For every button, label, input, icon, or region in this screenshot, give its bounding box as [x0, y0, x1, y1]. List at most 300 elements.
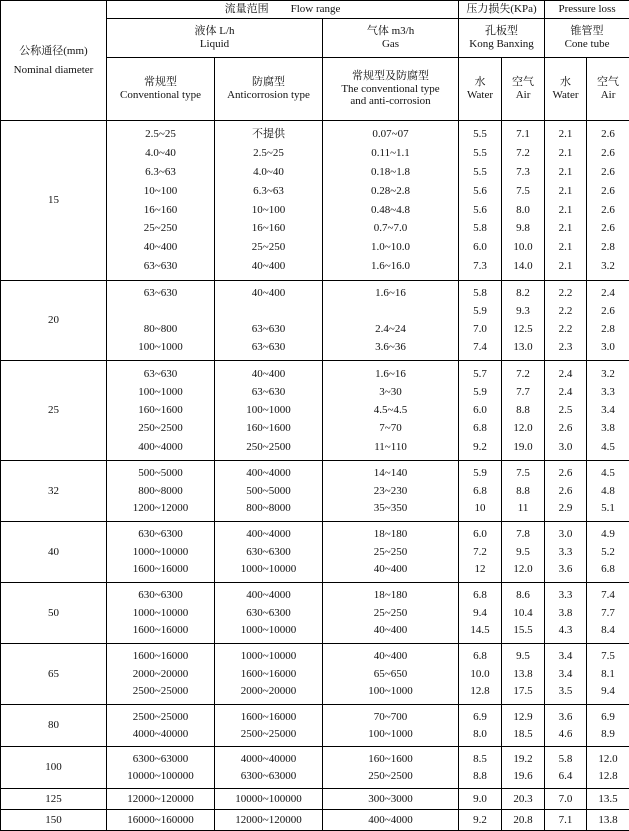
cone-water-cell	[545, 644, 587, 705]
air-cn: 空气	[587, 76, 629, 89]
gas-cell	[323, 583, 459, 644]
table-value: 6.0	[459, 404, 501, 417]
conventional-en: Conventional type	[107, 89, 214, 102]
table-value: 8.0	[459, 728, 501, 741]
table-row	[1, 583, 629, 644]
table-value: 2.1	[545, 260, 586, 273]
nominal-diameter-cell: 150	[1, 810, 107, 831]
table-value: 630~6300	[107, 589, 214, 602]
table-value: 13.5	[587, 793, 629, 806]
table-value: 25~250	[215, 241, 322, 254]
cone-water-cell	[545, 810, 587, 831]
gas-cn: 气体 m3/h	[323, 25, 458, 38]
table-value: 1600~16000	[215, 668, 322, 681]
table-value: 12000~120000	[107, 793, 214, 806]
gas-type-header	[323, 58, 459, 121]
table-value: 5.9	[459, 305, 501, 318]
table-value: 2.8	[587, 241, 629, 254]
table-value: 7.0	[459, 323, 501, 336]
table-value: 80~800	[107, 323, 214, 336]
air-en: Air	[587, 89, 629, 102]
orifice-air-cell	[502, 583, 545, 644]
table-value: 不提供	[215, 128, 322, 141]
gas-type-en2: and anti-corrosion	[323, 95, 458, 108]
table-row	[1, 789, 629, 810]
table-value: 40~400	[323, 624, 458, 637]
cone-air-cell	[587, 121, 629, 281]
table-value: 1000~10000	[215, 563, 322, 576]
table-value: 400~4000	[215, 589, 322, 602]
table-value: 14.0	[502, 260, 544, 273]
table-value: 40~400	[323, 563, 458, 576]
orifice-air-cell	[502, 789, 545, 810]
gas-type-cn: 常规型及防腐型	[323, 70, 458, 83]
table-value: 7.2	[502, 368, 544, 381]
table-value: 2000~20000	[107, 668, 214, 681]
nominal-diameter-header	[1, 1, 107, 121]
table-value: 8.9	[587, 728, 629, 741]
table-value: 9.2	[459, 814, 501, 827]
pressure-loss-en: Pressure loss	[558, 3, 615, 15]
conventional-cell	[107, 522, 215, 583]
table-value: 250~2500	[323, 770, 458, 783]
table-value: 2.6	[545, 485, 586, 498]
gas-cell	[323, 789, 459, 810]
table-value: 100~1000	[323, 685, 458, 698]
table-value: 6.0	[459, 241, 501, 254]
table-value: 2.6	[587, 185, 629, 198]
liquid-header	[107, 19, 323, 58]
table-value: 2.1	[545, 147, 586, 160]
table-value: 6.9	[459, 711, 501, 724]
table-value: 17.5	[502, 685, 544, 698]
table-value: 2.3	[545, 341, 586, 354]
nominal-diameter-cell: 50	[1, 583, 107, 644]
gas-cell	[323, 461, 459, 522]
table-value: 6.3~63	[215, 185, 322, 198]
table-value: 6.8	[459, 485, 501, 498]
table-value: 2.6	[587, 166, 629, 179]
table-row	[1, 461, 629, 522]
table-value: 1000~10000	[107, 546, 214, 559]
table-value: 2.1	[545, 166, 586, 179]
table-value: 3.0	[587, 341, 629, 354]
water-cn: 水	[545, 76, 586, 89]
table-value: 2.9	[545, 502, 586, 515]
table-value: 3.3	[545, 546, 586, 559]
table-value: 3.5	[545, 685, 586, 698]
table-value: 7.2	[502, 147, 544, 160]
table-value: 800~8000	[215, 502, 322, 515]
table-value: 1600~16000	[107, 624, 214, 637]
table-value: 16~160	[215, 222, 322, 235]
table-value: 65~650	[323, 668, 458, 681]
table-value: 3.3	[545, 589, 586, 602]
table-value: 3.6~36	[323, 341, 458, 354]
anticorrosion-cell	[215, 810, 323, 831]
table-value: 1000~10000	[215, 650, 322, 663]
cone-air-cell	[587, 281, 629, 361]
nominal-diameter-cell: 125	[1, 789, 107, 810]
table-value: 0.48~4.8	[323, 204, 458, 217]
table-row	[1, 121, 629, 281]
table-value: 1200~12000	[107, 502, 214, 515]
table-value: 4.5~4.5	[323, 404, 458, 417]
gas-cell	[323, 522, 459, 583]
table-value: 400~4000	[323, 814, 458, 827]
table-value: 4.6	[545, 728, 586, 741]
table-value: 800~8000	[107, 485, 214, 498]
table-value: 2500~25000	[215, 728, 322, 741]
cone-water-cell	[545, 121, 587, 281]
table-value: 8.8	[502, 404, 544, 417]
table-value: 18~180	[323, 589, 458, 602]
table-value: 6.8	[587, 563, 629, 576]
anticorrosion-cell	[215, 747, 323, 789]
table-value	[107, 305, 214, 318]
table-value: 6300~63000	[107, 753, 214, 766]
water-en: Water	[459, 89, 501, 102]
table-value: 3.2	[587, 260, 629, 273]
table-value: 7.1	[502, 128, 544, 141]
anticorrosion-cell	[215, 121, 323, 281]
table-value: 10~100	[107, 185, 214, 198]
table-value: 1.6~16	[323, 368, 458, 381]
table-value: 3.4	[587, 404, 629, 417]
nominal-diameter-cn: 公称通径(mm)	[1, 45, 106, 58]
nominal-diameter-cell: 100	[1, 747, 107, 789]
table-value: 400~4000	[215, 528, 322, 541]
table-value: 5.6	[459, 204, 501, 217]
table-value: 2.2	[545, 305, 586, 318]
gas-cell	[323, 747, 459, 789]
table-value: 5.8	[545, 753, 586, 766]
orifice-water-cell	[459, 361, 502, 461]
table-value: 3.4	[545, 650, 586, 663]
table-value: 8.8	[459, 770, 501, 783]
table-value: 7.4	[587, 589, 629, 602]
table-value: 7.3	[459, 260, 501, 273]
table-value: 4000~40000	[107, 728, 214, 741]
table-value: 12.0	[587, 753, 629, 766]
table-value: 630~6300	[215, 607, 322, 620]
table-value: 2.1	[545, 204, 586, 217]
conventional-header	[107, 58, 215, 121]
table-value: 1000~10000	[107, 607, 214, 620]
table-value: 300~3000	[323, 793, 458, 806]
table-value: 3.8	[587, 422, 629, 435]
conventional-cn: 常规型	[107, 76, 214, 89]
table-value: 5.5	[459, 128, 501, 141]
table-value: 9.3	[502, 305, 544, 318]
table-value: 3.4	[545, 668, 586, 681]
table-value: 2.1	[545, 241, 586, 254]
table-value: 6.8	[459, 422, 501, 435]
flow-range-header	[107, 1, 459, 19]
orifice-cn: 孔板型	[459, 25, 544, 38]
table-value: 0.28~2.8	[323, 185, 458, 198]
cone-water-cell	[545, 522, 587, 583]
table-row	[1, 281, 629, 361]
orifice-water-cell	[459, 522, 502, 583]
table-value: 2.6	[587, 305, 629, 318]
table-value: 7.1	[545, 814, 586, 827]
anticorrosion-cell	[215, 281, 323, 361]
table-value: 100~1000	[323, 728, 458, 741]
table-value: 63~630	[107, 260, 214, 273]
table-value: 400~4000	[215, 467, 322, 480]
table-value: 13.8	[502, 668, 544, 681]
table-value: 500~5000	[107, 467, 214, 480]
conventional-cell	[107, 810, 215, 831]
orifice-water-cell	[459, 461, 502, 522]
orifice-air-cell	[502, 644, 545, 705]
liquid-cn: 液体 L/h	[107, 25, 322, 38]
table-value: 10~100	[215, 204, 322, 217]
anticorrosion-cell	[215, 789, 323, 810]
table-value: 8.2	[502, 287, 544, 300]
table-value: 12.0	[502, 422, 544, 435]
table-value: 100~1000	[107, 386, 214, 399]
table-value: 6.8	[459, 650, 501, 663]
table-row	[1, 747, 629, 789]
table-value: 25~250	[323, 546, 458, 559]
table-value: 160~1600	[323, 753, 458, 766]
table-value: 4.0~40	[107, 147, 214, 160]
table-value: 4.5	[587, 467, 629, 480]
table-value: 11	[502, 502, 544, 515]
table-body	[1, 121, 629, 831]
table-value: 2000~20000	[215, 685, 322, 698]
table-value: 6300~63000	[215, 770, 322, 783]
table-value: 8.8	[502, 485, 544, 498]
table-value: 400~4000	[107, 441, 214, 454]
anticorrosion-cell	[215, 644, 323, 705]
table-value: 25~250	[107, 222, 214, 235]
table-value: 2.6	[587, 128, 629, 141]
table-value: 13.0	[502, 341, 544, 354]
flow-range-en: Flow range	[291, 3, 341, 15]
table-value: 20.3	[502, 793, 544, 806]
table-row	[1, 361, 629, 461]
table-value: 5.8	[459, 222, 501, 235]
table-value: 7.7	[502, 386, 544, 399]
table-value: 3.0	[545, 528, 586, 541]
table-value: 2.1	[545, 185, 586, 198]
table-value: 7.5	[502, 185, 544, 198]
table-value: 100~1000	[215, 404, 322, 417]
anticorrosion-cell	[215, 705, 323, 747]
gas-cell	[323, 644, 459, 705]
water-en: Water	[545, 89, 586, 102]
table-value: 10.0	[459, 668, 501, 681]
table-value: 13.8	[587, 814, 629, 827]
table-value: 2.8	[587, 323, 629, 336]
pressure-loss-header-en	[545, 1, 629, 19]
cone-air-cell	[587, 789, 629, 810]
table-value: 19.0	[502, 441, 544, 454]
pressure-loss-cn: 压力损失(KPa)	[466, 3, 536, 15]
table-value: 4.8	[587, 485, 629, 498]
table-value: 3.3	[587, 386, 629, 399]
table-value: 70~700	[323, 711, 458, 724]
cone-water-cell	[545, 747, 587, 789]
table-value: 3.2	[587, 368, 629, 381]
table-value: 40~400	[107, 241, 214, 254]
table-value: 12.0	[502, 563, 544, 576]
cone-header	[545, 19, 629, 58]
table-value: 5.9	[459, 467, 501, 480]
cone-air-cell	[587, 644, 629, 705]
table-value: 0.7~7.0	[323, 222, 458, 235]
table-value: 3.6	[545, 563, 586, 576]
table-value: 12	[459, 563, 501, 576]
table-value: 8.4	[587, 624, 629, 637]
orifice-air-cell	[502, 810, 545, 831]
table-value: 9.2	[459, 441, 501, 454]
table-value: 3.0	[545, 441, 586, 454]
conventional-cell	[107, 281, 215, 361]
nominal-diameter-cell: 80	[1, 705, 107, 747]
orifice-water-cell	[459, 281, 502, 361]
orifice-water-cell	[459, 705, 502, 747]
table-value: 1600~16000	[107, 563, 214, 576]
anticorrosion-cell	[215, 461, 323, 522]
table-value: 2.4~24	[323, 323, 458, 336]
table-value: 12000~120000	[215, 814, 322, 827]
nominal-diameter-cell: 15	[1, 121, 107, 281]
table-value: 4000~40000	[215, 753, 322, 766]
table-row	[1, 644, 629, 705]
table-value: 7.4	[459, 341, 501, 354]
table-value: 5.1	[587, 502, 629, 515]
table-value: 2.6	[587, 222, 629, 235]
table-value: 2.1	[545, 128, 586, 141]
gas-cell	[323, 810, 459, 831]
table-row	[1, 705, 629, 747]
table-value: 35~350	[323, 502, 458, 515]
nominal-diameter-cell: 65	[1, 644, 107, 705]
cone-water-header	[545, 58, 587, 121]
table-value: 630~6300	[107, 528, 214, 541]
orifice-water-cell	[459, 583, 502, 644]
table-value: 3.6	[545, 711, 586, 724]
table-value: 4.5	[587, 441, 629, 454]
table-value: 14~140	[323, 467, 458, 480]
orifice-water-cell	[459, 789, 502, 810]
table-value	[323, 305, 458, 318]
table-value: 5.6	[459, 185, 501, 198]
table-value: 63~630	[107, 287, 214, 300]
gas-cell	[323, 121, 459, 281]
table-value: 1600~16000	[107, 650, 214, 663]
orifice-water-cell	[459, 810, 502, 831]
anticorrosion-cell	[215, 583, 323, 644]
conventional-cell	[107, 789, 215, 810]
table-value: 9.0	[459, 793, 501, 806]
table-value: 100~1000	[107, 341, 214, 354]
orifice-air-cell	[502, 705, 545, 747]
table-value: 2.5~25	[215, 147, 322, 160]
table-value: 0.07~07	[323, 128, 458, 141]
anticorrosion-cn: 防腐型	[215, 76, 322, 89]
table-value: 5.7	[459, 368, 501, 381]
table-value: 5.2	[587, 546, 629, 559]
table-value: 6.4	[545, 770, 586, 783]
table-value: 2500~25000	[107, 685, 214, 698]
table-value: 18~180	[323, 528, 458, 541]
cone-air-cell	[587, 583, 629, 644]
orifice-air-cell	[502, 461, 545, 522]
table-value: 40~400	[323, 650, 458, 663]
table-value: 2.6	[587, 204, 629, 217]
table-value: 250~2500	[215, 441, 322, 454]
table-value: 2.1	[545, 222, 586, 235]
cone-water-cell	[545, 789, 587, 810]
orifice-water-header	[459, 58, 502, 121]
table-value: 9.5	[502, 650, 544, 663]
conventional-cell	[107, 121, 215, 281]
water-cn: 水	[459, 76, 501, 89]
table-value: 2.5~25	[107, 128, 214, 141]
table-value: 7.3	[502, 166, 544, 179]
nominal-diameter-en: Nominal diameter	[1, 64, 106, 77]
table-value: 160~1600	[215, 422, 322, 435]
liquid-en: Liquid	[107, 38, 322, 51]
table-value: 6.8	[459, 589, 501, 602]
cone-water-cell	[545, 461, 587, 522]
gas-cell	[323, 361, 459, 461]
table-value: 7.5	[587, 650, 629, 663]
table-value: 630~6300	[215, 546, 322, 559]
table-value: 1.6~16	[323, 287, 458, 300]
table-value: 9.4	[587, 685, 629, 698]
table-value: 3.8	[545, 607, 586, 620]
table-value: 63~630	[215, 386, 322, 399]
table-value: 7.7	[587, 607, 629, 620]
table-value: 160~1600	[107, 404, 214, 417]
table-value: 4.9	[587, 528, 629, 541]
table-value: 3~30	[323, 386, 458, 399]
table-value: 2.6	[545, 422, 586, 435]
table-value: 2.2	[545, 323, 586, 336]
table-value: 5.5	[459, 147, 501, 160]
table-value: 2.4	[587, 287, 629, 300]
anticorrosion-en: Anticorrosion type	[215, 89, 322, 102]
table-value: 250~2500	[107, 422, 214, 435]
cone-water-cell	[545, 705, 587, 747]
table-value: 6.9	[587, 711, 629, 724]
orifice-air-cell	[502, 747, 545, 789]
table-value: 63~630	[215, 341, 322, 354]
table-value: 7~70	[323, 422, 458, 435]
table-value: 5.5	[459, 166, 501, 179]
nominal-diameter-cell: 20	[1, 281, 107, 361]
orifice-air-cell	[502, 281, 545, 361]
table-value: 7.0	[545, 793, 586, 806]
table-value: 9.5	[502, 546, 544, 559]
table-value: 19.2	[502, 753, 544, 766]
table-value: 12.9	[502, 711, 544, 724]
table-value: 8.6	[502, 589, 544, 602]
nominal-diameter-cell: 40	[1, 522, 107, 583]
table-value: 2.4	[545, 386, 586, 399]
conventional-cell	[107, 361, 215, 461]
table-value: 63~630	[107, 368, 214, 381]
table-value: 11~110	[323, 441, 458, 454]
table-value: 10	[459, 502, 501, 515]
table-value: 12.5	[502, 323, 544, 336]
